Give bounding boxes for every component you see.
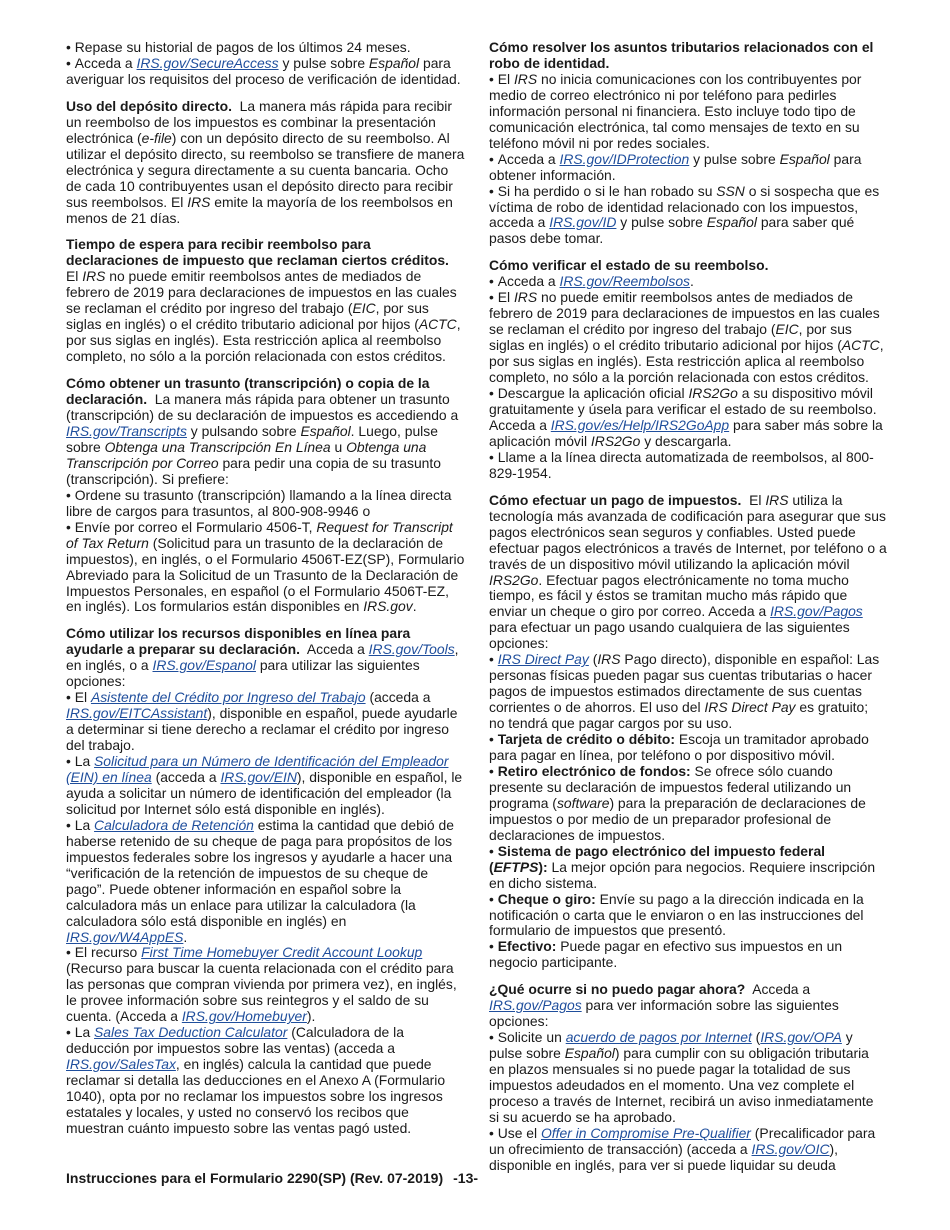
list-item: • Acceda a IRS.gov/SecureAccess y pulse sobre Español para averiguar los requisitos del proceso de verificación de identidad. (66, 56, 466, 88)
link-id-protection[interactable]: IRS.gov/IDProtection (559, 150, 690, 167)
link-tools[interactable]: IRS.gov/Tools (368, 641, 455, 658)
list-item: • Acceda a IRS.gov/IDProtection y pulse sobre Español para obtener información. (489, 152, 887, 184)
section-heading: Cómo obtener un trasunto (transcripción) o copia de la declaración. (66, 375, 430, 408)
paragraph-direct-deposit: Uso del depósito directo. La manera más rápida para recibir un reembolso de los impuestos es combinar la presentación electrónica (e-file) con un depósito directo de su reembolso. Al utilizar el depósito directo, su reembolso se transfiere de manera electrónica y segura directamente a su cuenta bancaria. Ocho de cada 10 contribuyentes usan el depósito directo para recibir sus reembolsos. El IRS emite la mayoría de los reembolsos en menos de 21 días. (66, 97, 465, 226)
list-item: • IRS Direct Pay (IRS Pago directo), disponible en español: Las personas físicas pueden pagar sus cuentas tributarias o hacer pagos de impuestos estimados directamente de sus cuentas corrientes o de ahorros. El uso del IRS Direct Pay es gratuito; no tendrá que pagar cargos por su uso. (489, 652, 887, 732)
list-item: • Si ha perdido o si le han robado su SSN o si sospecha que es víctima de robo de identidad relacionado con los impuestos, acceda a IRS.gov/ID y pulse sobre Español para saber qué pasos debe tomar. (489, 184, 887, 248)
list-item: • Tarjeta de crédito o débito: Escoja un tramitador aprobado para pagar en línea, por teléfono o por dispositivo móvil. (489, 732, 887, 764)
section-heading: ¿Qué ocurre si no puedo pagar ahora? (489, 981, 746, 998)
link-ein-online[interactable]: Solicitud para un Número de Identificación del Empleador (EIN) en línea (66, 753, 449, 785)
link-ein-url[interactable]: IRS.gov/EIN (220, 768, 297, 785)
list-item: • Cheque o giro: Envíe su pago a la dirección indicada en la notificación o carta que le enviaron o en las instrucciones del formulario de impuestos que presentó. (489, 892, 887, 940)
list-item: • Retiro electrónico de fondos: Se ofrece sólo cuando presente su declaración de impuestos federal utilizando un programa (software) para la preparación de declaraciones de impuestos o por medio de un preparador profesional de declaraciones de impuestos. (489, 764, 887, 844)
page-number: -13- (453, 1170, 479, 1186)
link-w4app[interactable]: IRS.gov/W4AppES (66, 928, 184, 945)
list-item: • Repase su historial de pagos de los últimos 24 meses. (66, 40, 466, 56)
paragraph-identity-theft (489, 40, 887, 72)
paragraph-cannot-pay: ¿Qué ocurre si no puedo pagar ahora? Acceda a IRS.gov/Pagos para ver información sobre las siguientes opciones: (489, 981, 839, 1030)
list-item: • Llame a la línea directa automatizada de reembolsos, al 800-829-1954. (489, 450, 887, 482)
paragraph-transcript: Cómo obtener un trasunto (transcripción) o copia de la declaración. La manera más rápida para obtener un trasunto (transcripción) de su declaración de impuestos es accediendo a IRS.gov/Transcripts y pulsando sobre Español. Luego, pulse sobre Obtenga una Transcripción En Línea u Obtenga una Transcripción por Correo para pedir una copia de su trasunto (transcripción). Si prefiere: (66, 375, 459, 487)
link-id[interactable]: IRS.gov/ID (549, 214, 617, 231)
link-pagos-2[interactable]: IRS.gov/Pagos (489, 997, 582, 1014)
section-heading: Cómo verificar el estado de su reembolso. (489, 257, 769, 274)
link-espanol[interactable]: IRS.gov/Espanol (152, 657, 256, 674)
link-offer-in-compromise[interactable]: Offer in Compromise Pre-Qualifier (540, 1124, 751, 1141)
paragraph-refund-status (489, 258, 887, 274)
list-item: • El IRS no puede emitir reembolsos antes de mediados de febrero de 2019 para declaraciones de impuestos en las cuales se reclaman el crédito por ingreso del trabajo (EIC, por sus siglas en inglés) o el crédito tributario adicional por hijos (ACTC, por sus siglas en inglés). Esta restricción aplica al reembolso completo, no sólo a la porción relacionada con estos créditos. (489, 290, 887, 386)
list-item: • Descargue la aplicación oficial IRS2Go a su dispositivo móvil gratuitamente y úsela para verificar el estado de su reembolso. Acceda a IRS.gov/es/Help/IRS2GoApp para saber más sobre la aplicación móvil IRS2Go y descargarla. (489, 386, 887, 450)
link-sales-tax-calculator[interactable]: Sales Tax Deduction Calculator (94, 1024, 288, 1041)
list-item: • La Sales Tax Deduction Calculator (Calculadora de la deducción por impuestos sobre las ventas) (acceda a IRS.gov/SalesTax, en inglés) calcula la cantidad que puede reclamar si detalla las deducciones en el Anexo A (Formulario 1040), opta por no reclamar los impuestos sobre los ingresos estatales y locales, y usted no conservó los recibos que muestran cuánto impuesto sobre las ventas pagó usted. (66, 1025, 466, 1137)
link-homebuyer-url[interactable]: IRS.gov/Homebuyer (181, 1008, 307, 1025)
right-column (489, 40, 887, 1174)
section-heading: Cómo resolver los asuntos tributarios relacionados con el robo de identidad. (489, 39, 874, 71)
section-heading: Uso del depósito directo. (66, 97, 232, 114)
list-item: • Acceda a IRS.gov/Reembolsos. (489, 274, 887, 290)
link-oic[interactable]: IRS.gov/OIC (751, 1140, 830, 1157)
paragraph-make-payment: Cómo efectuar un pago de impuestos. El IRS utiliza la tecnología más avanzada de codificación para asegurar que sus pagos electrónicos sean seguros y confiables. Usted puede efectuar pagos electrónicos a través de Internet, por teléfono o a través de un dispositivo móvil utilizando la aplicación móvil IRS2Go. Efectuar pagos electrónicamente no toma mucho tiempo, es fácil y éstos se tramitan mucho más rápido que enviar un cheque o giro por correo. Acceda a IRS.gov/Pagos para efectuar un pago usando cualquiera de las siguientes opciones: (489, 491, 887, 652)
list-item: • La Calculadora de Retención estima la cantidad que debió de haberse retenido de su cheque de paga para propósitos de los impuestos federales sobre los ingresos y ayudarle a hacer una “verificación de la retención de impuestos de su cheque de pago”. Puede obtener información en español sobre la calculadora más un enlace para utilizar la calculadora (la calculadora sólo está disponible en inglés) en IRS.gov/W4AppES. (66, 818, 466, 946)
link-online-payment-agreement[interactable]: acuerdo de pagos por Internet (565, 1029, 752, 1046)
link-secure-access[interactable]: IRS.gov/SecureAccess (136, 54, 279, 71)
list-item: • El Asistente del Crédito por Ingreso del Trabajo (acceda a IRS.gov/EITCAssistant), disponible en español, puede ayudarle a determinar si tiene derecho a reclamar el crédito por ingreso del trabajo. (66, 690, 466, 754)
section-heading: Tiempo de espera para recibir reembolso para declaraciones de impuesto que reclaman ciertos créditos. (66, 236, 449, 269)
paragraph-online-resources: Cómo utilizar los recursos disponibles en línea para ayudarle a preparar su declaración. Acceda a IRS.gov/Tools, en inglés, o a IRS.gov/Espanol para utilizar las siguientes opciones: (66, 625, 459, 690)
link-reembolsos[interactable]: IRS.gov/Reembolsos (559, 273, 690, 290)
link-withholding-calculator[interactable]: Calculadora de Retención (94, 816, 254, 833)
link-direct-pay[interactable]: IRS Direct Pay (497, 651, 589, 668)
form-title: Instrucciones para el Formulario 2290(SP) (Rev. 07-2019) (66, 1170, 444, 1186)
list-item: • La Solicitud para un Número de Identificación del Empleador (EIN) en línea (acceda a IRS.gov/EIN), disponible en español, le ayuda a solicitar un número de identificación del empleador (la solicitud por Internet sólo está disponible en inglés). (66, 754, 466, 818)
list-item: • Solicite un acuerdo de pagos por Internet (IRS.gov/OPA y pulse sobre Español) para cumplir con su obligación tributaria en plazos mensuales si no puede pagar la totalidad de sus impuestos adeudados en el momento. Una vez complete el proceso a través de Internet, recibirá un aviso inmediatamente si su acuerdo se ha aprobado. (489, 1030, 887, 1126)
list-item: • El recurso First Time Homebuyer Credit Account Lookup (Recurso para buscar la cuenta relacionada con el crédito para las personas que compran vivienda por primera vez), en inglés, le provee información sobre sus reintegros y el saldo de su cuenta. (Acceda a IRS.gov/Homebuyer). (66, 945, 466, 1025)
link-pagos[interactable]: IRS.gov/Pagos (770, 603, 863, 620)
list-item: • Envíe por correo el Formulario 4506-T, Request for Transcript of Tax Return (Solicitud para un trasunto de la declaración de impuestos), en inglés, o el Formulario 4506T-EZ(SP), Formulario Abreviado para la Solicitud de un Trasunto de la Declaración de Impuestos Personales, en español (o el Formulario 4506T-EZ, en inglés). Los formularios están disponibles en IRS.gov. (66, 520, 466, 616)
page-footer (66, 1170, 478, 1186)
link-eitc-assistant[interactable]: Asistente del Crédito por Ingreso del Trabajo (90, 689, 366, 706)
link-eitc-assistant-url[interactable]: IRS.gov/EITCAssistant (66, 705, 208, 722)
list-item: • El IRS no inicia comunicaciones con los contribuyentes por medio de correo electrónico ni por teléfono para pedirles información personal ni financiera. Esto incluye todo tipo de comunicación electrónica, tal como mensajes de texto en su teléfono móvil ni por redes sociales. (489, 72, 887, 152)
list-item: • Sistema de pago electrónico del impuesto federal (EFTPS): La mejor opción para negocios. Requiere inscripción en dicho sistema. (489, 844, 887, 892)
link-transcripts[interactable]: IRS.gov/Transcripts (66, 422, 187, 439)
link-sales-tax-url[interactable]: IRS.gov/SalesTax (66, 1056, 176, 1073)
left-column (66, 40, 466, 1137)
section-heading: Cómo efectuar un pago de impuestos. (489, 491, 742, 508)
list-item: • Efectivo: Puede pagar en efectivo sus impuestos en un negocio participante. (489, 939, 887, 971)
link-opa[interactable]: IRS.gov/OPA (760, 1029, 842, 1046)
link-irs2go-app[interactable]: IRS.gov/es/Help/IRS2GoApp (550, 416, 730, 433)
paragraph-refund-wait: Tiempo de espera para recibir reembolso para declaraciones de impuesto que reclaman ciertos créditos. El IRS no puede emitir reembolsos antes de mediados de febrero de 2019 para declaraciones de impuestos en las cuales se reclaman el crédito por ingreso del trabajo (EIC, por sus siglas en inglés) o el crédito tributario adicional por hijos (ACTC, por sus siglas en inglés). Esta restricción aplica al reembolso completo, no sólo a la porción relacionada con estos créditos. (66, 236, 461, 365)
section-heading: Cómo utilizar los recursos disponibles en línea para ayudarle a preparar su declaración. (66, 625, 411, 658)
list-item: • Ordene su trasunto (transcripción) llamando a la línea directa libre de cargos para trasuntos, al 800-908-9946 o (66, 488, 466, 520)
list-item: • Use el Offer in Compromise Pre-Qualifier (Precalificador para un ofrecimiento de transacción) (acceda a IRS.gov/OIC), disponible en inglés, para ver si puede liquidar su deuda (489, 1126, 887, 1174)
link-homebuyer-lookup[interactable]: First Time Homebuyer Credit Account Lookup (141, 944, 423, 961)
